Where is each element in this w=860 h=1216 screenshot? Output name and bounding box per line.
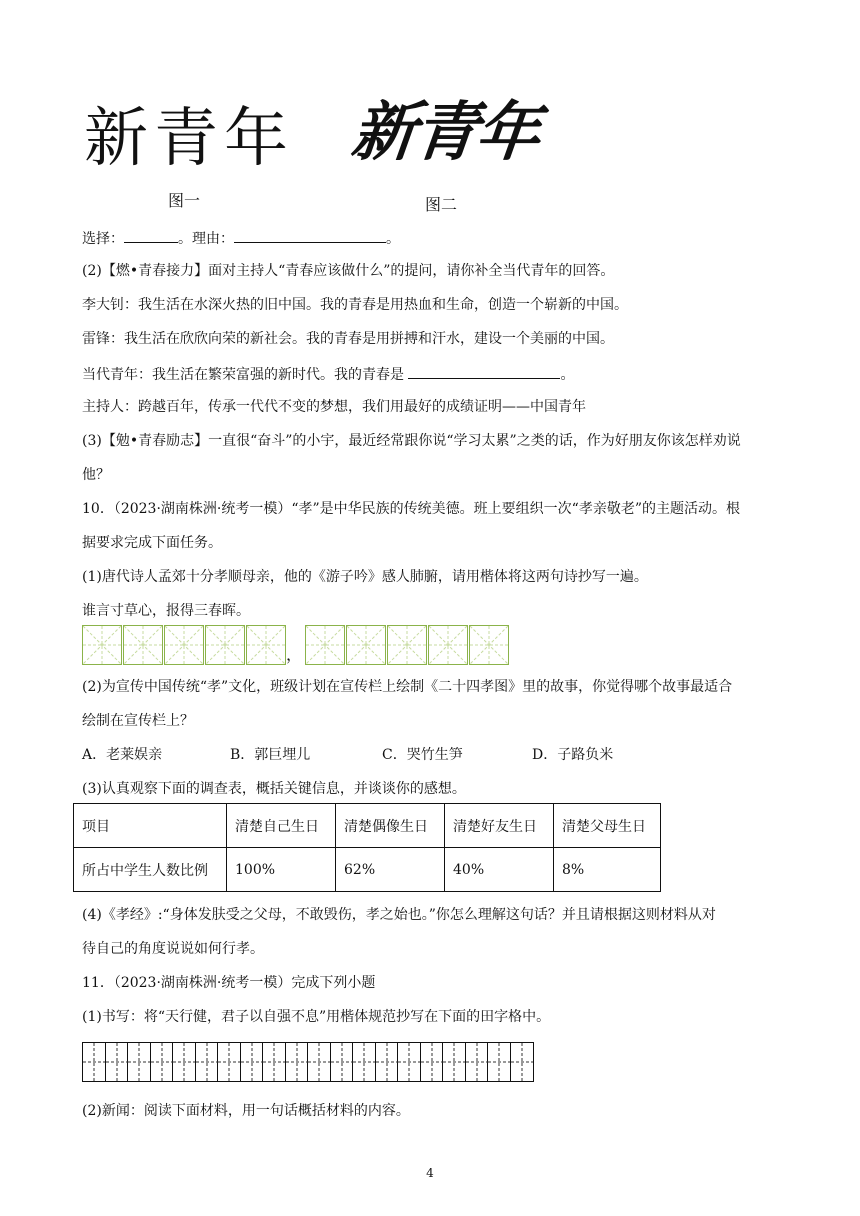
mizi-cell[interactable] [205, 625, 245, 665]
tianzi-cell[interactable] [398, 1043, 421, 1081]
question-10-3: (3)认真观察下面的调查表，概括关键信息，并谈谈你的感想。 [82, 781, 466, 797]
survey-table [73, 803, 661, 892]
tianzi-cell[interactable] [173, 1043, 196, 1081]
mizi-grid-right[interactable] [305, 625, 510, 665]
option-b[interactable]: B．郭巨埋儿 [230, 747, 311, 763]
table-header-cell: 清楚偶像生日 [336, 804, 445, 848]
poem-line: 谁言寸草心，报得三春晖。 [82, 603, 250, 619]
period: 。 [386, 231, 400, 247]
tianzi-cell[interactable] [353, 1043, 376, 1081]
tianzi-cell[interactable] [443, 1043, 466, 1081]
tianzi-cell[interactable] [308, 1043, 331, 1081]
question-10-line1: 10．（2023·湖南株洲·统考一模）“孝”是中华民族的传统美德。班上要组织一次“孝亲敬老”的主题活动。根 [82, 501, 740, 517]
tianzi-grid[interactable] [82, 1042, 534, 1082]
tianzi-cell[interactable] [151, 1043, 174, 1081]
tianzi-cell[interactable] [106, 1043, 129, 1081]
table-header-row [74, 804, 661, 848]
tianzi-cell[interactable] [421, 1043, 444, 1081]
reason-blank[interactable] [234, 228, 386, 243]
figure-one-calligraphy: 新青年 [84, 102, 294, 176]
table-cell: 所占中学生人数比例 [74, 848, 227, 892]
figure-two-calligraphy: 新青年 [348, 95, 542, 170]
tianzi-cell[interactable] [511, 1043, 534, 1081]
mizi-cell[interactable] [82, 625, 122, 665]
mizi-cell[interactable] [346, 625, 386, 665]
tianzi-cell[interactable] [241, 1043, 264, 1081]
mizi-cell[interactable] [246, 625, 286, 665]
table-header-cell: 清楚父母生日 [554, 804, 661, 848]
question-10-1: (1)唐代诗人孟郊十分孝顺母亲，他的《游子吟》感人肺腑，请用楷体将这两句诗抄写一遍。 [82, 569, 648, 585]
table-row [74, 848, 661, 892]
table-header-cell: 项目 [74, 804, 227, 848]
youth-answer-line [82, 364, 574, 384]
figure-two-caption: 图二 [425, 195, 458, 214]
tianzi-cell[interactable] [196, 1043, 219, 1081]
question-3-line2: 他？ [82, 467, 110, 483]
question-11-1: (1)书写：将“天行健，君子以自强不息”用楷体规范抄写在下面的田字格中。 [82, 1009, 551, 1025]
tianzi-cell[interactable] [218, 1043, 241, 1081]
tianzi-cell[interactable] [466, 1043, 489, 1081]
tianzi-cell[interactable] [128, 1043, 151, 1081]
lidazhao-answer: 李大钊：我生活在水深火热的旧中国。我的青春是用热血和生命，创造一个崭新的中国。 [82, 297, 628, 313]
table-header-cell: 清楚自己生日 [227, 804, 336, 848]
question-3-line1: (3)【勉•青春励志】一直很“奋斗”的小宇，最近经常跟你说“学习太累”之类的话，作为好朋友你该怎样劝说 [82, 433, 741, 449]
mizi-cell[interactable] [469, 625, 509, 665]
question-10-4-line2: 待自己的角度说说如何行孝。 [82, 941, 264, 957]
table-cell: 8% [554, 848, 661, 892]
select-line [82, 228, 400, 248]
table-cell: 62% [336, 848, 445, 892]
question-11-2: (2)新闻：阅读下面材料，用一句话概括材料的内容。 [82, 1103, 410, 1119]
option-d[interactable]: D．子路负米 [532, 747, 614, 763]
tianzi-cell[interactable] [83, 1043, 106, 1081]
tianzi-cell[interactable] [376, 1043, 399, 1081]
mizi-cell[interactable] [428, 625, 468, 665]
question-11: 11．（2023·湖南株洲·统考一模）完成下列小题 [82, 975, 376, 991]
reason-label: 。理由： [178, 231, 234, 247]
figure-one-caption: 图一 [168, 191, 201, 210]
select-label: 选择： [82, 231, 124, 247]
question-2: (2)【燃•青春接力】面对主持人“青春应该做什么”的提问，请你补全当代青年的回答。 [82, 263, 615, 279]
mizi-cell[interactable] [123, 625, 163, 665]
question-10-2-line2: 绘制在宣传栏上？ [82, 713, 194, 729]
question-10-line2: 据要求完成下面任务。 [82, 535, 222, 551]
question-10-2-line1: (2)为宣传中国传统“孝”文化，班级计划在宣传栏上绘制《二十四孝图》里的故事，你觉得哪个故事最适合 [82, 679, 733, 695]
select-blank[interactable] [124, 228, 178, 243]
mizi-cell[interactable] [387, 625, 427, 665]
option-a[interactable]: A．老莱娱亲 [82, 747, 163, 763]
youth-answer-label: 当代青年：我生活在繁荣富强的新时代。我的青春是 [82, 367, 404, 383]
table-cell: 100% [227, 848, 336, 892]
tianzi-cell[interactable] [286, 1043, 309, 1081]
tianzi-cell[interactable] [331, 1043, 354, 1081]
question-10-4-line1: (4)《孝经》:“身体发肤受之父母，不敢毁伤，孝之始也。”你怎么理解这句话？并且请根据这则材料从对 [82, 907, 716, 923]
page-number: 4 [426, 1166, 434, 1180]
mizi-grid-left[interactable] [82, 625, 287, 665]
option-c[interactable]: C．哭竹生笋 [382, 747, 463, 763]
period: 。 [560, 367, 575, 383]
mizi-cell[interactable] [305, 625, 345, 665]
table-header-cell: 清楚好友生日 [445, 804, 554, 848]
tianzi-cell[interactable] [263, 1043, 286, 1081]
tianzi-cell[interactable] [488, 1043, 511, 1081]
youth-answer-blank[interactable] [408, 364, 560, 379]
table-cell: 40% [445, 848, 554, 892]
poem-comma: ， [286, 645, 303, 664]
host-line: 主持人：跨越百年，传承一代代不变的梦想，我们用最好的成绩证明——中国青年 [82, 399, 586, 415]
leifeng-answer: 雷锋：我生活在欣欣向荣的新社会。我的青春是用拼搏和汗水，建设一个美丽的中国。 [82, 331, 614, 347]
mizi-cell[interactable] [164, 625, 204, 665]
